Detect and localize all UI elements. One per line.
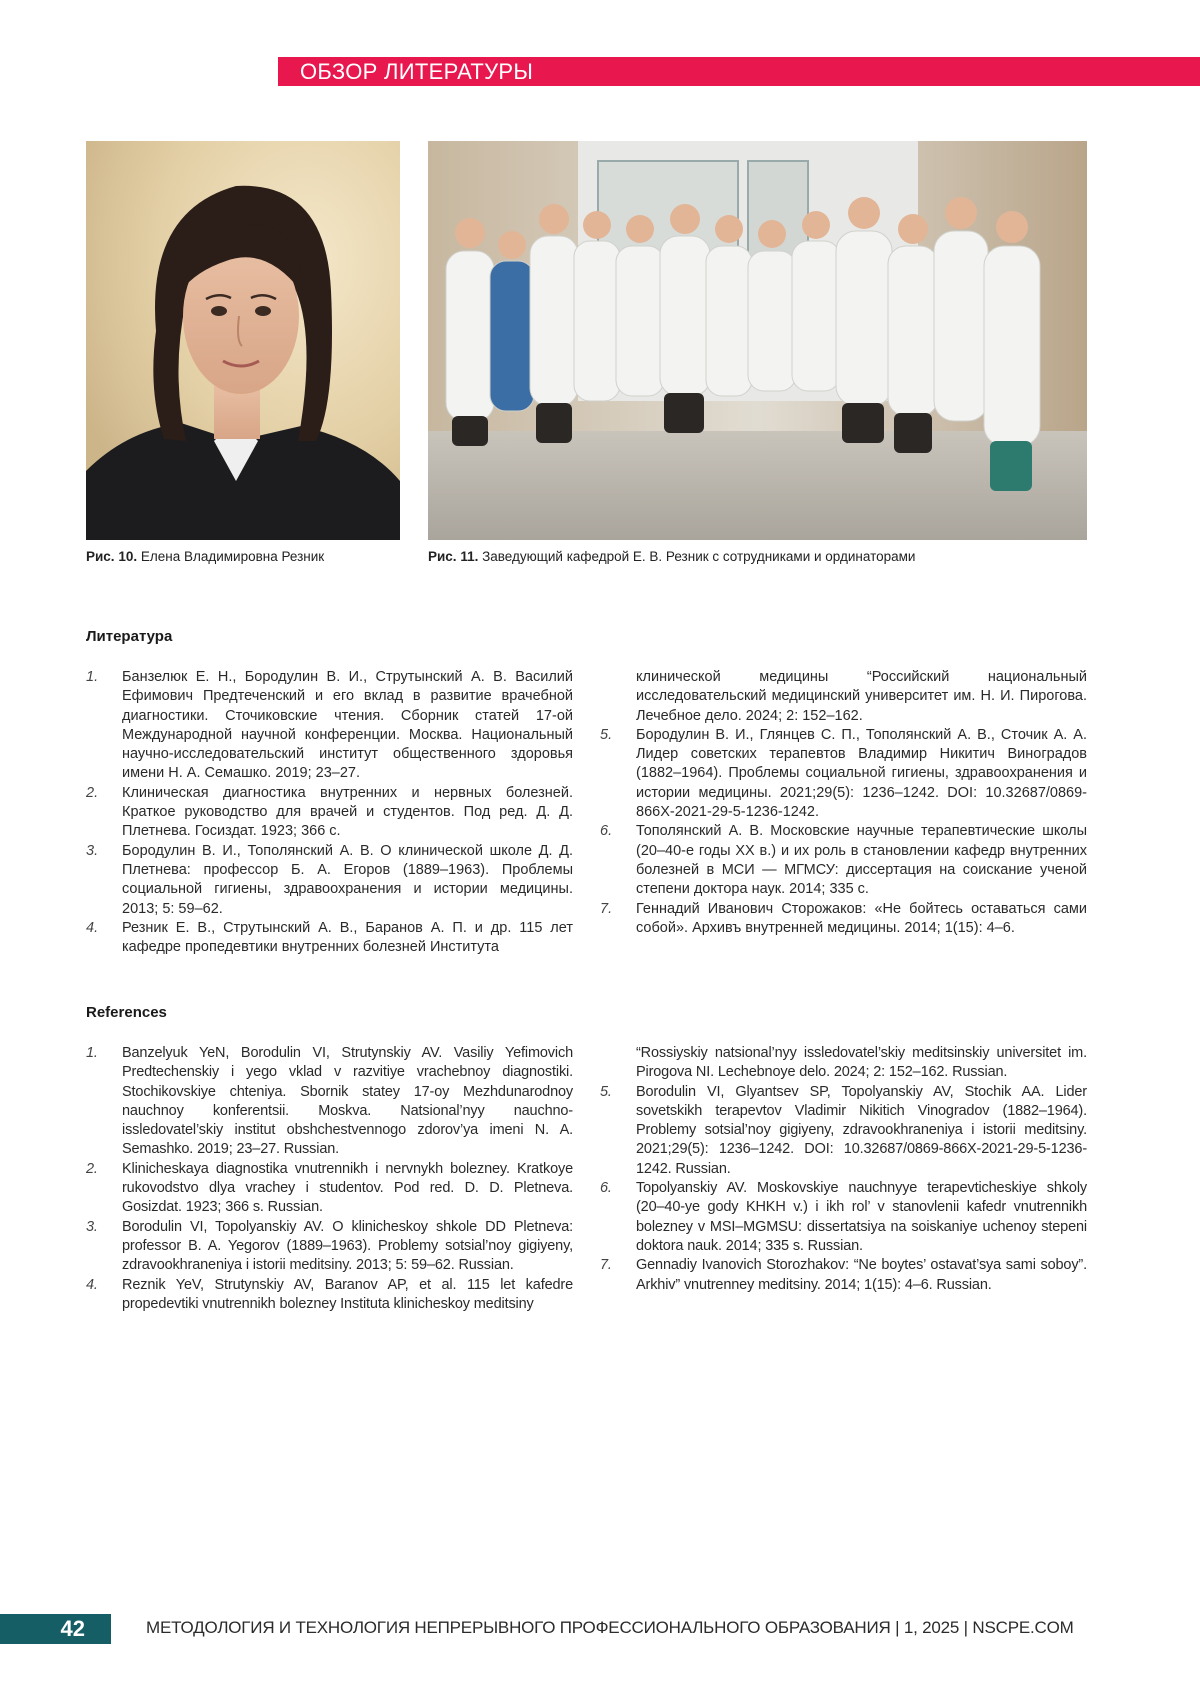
item-number: 7.	[600, 1257, 612, 1274]
item-number: 1.	[86, 669, 99, 685]
item-number: 3.	[86, 842, 99, 859]
reference-item	[600, 1083, 1087, 1179]
reference-item	[86, 1276, 573, 1315]
item-text: Банзелюк Е. Н., Бородулин В. И., Струтынский А. В. Василий Ефимович Предтеченский и его вклад в развитие врачебной диагностики. Сточиковские чтения. Сборник статей 17-ой Международной научной конференции. Москва. Национальный научно-исследовательский институт общественного здоровья имени Н. А. Семашко. 2019; 23–27.	[122, 669, 573, 782]
item-text: Topolyanskiy AV. Moskovskiye nauchnyye terapevticheskiye shkoly (20–40-ye gody KHKH v.) i ikh rol’ v stanovlenii kafedr vnutrennikh bolezney v MSI–MGMSU: dissertatsiya na soiskaniye uchenoy stepeni doktora nauk. 2014; 335 s. Russian.	[636, 1180, 1087, 1254]
item-text: Тополянский А. В. Московские научные терапевтические школы (20–40-е годы XX в.) и их роль в становлении кафедр внутренних болезней в МСИ — МГМСУ: диссертация на соискание ученой степени доктора наук. 2014; 335 с.	[636, 823, 1087, 898]
item-number: 5.	[600, 726, 613, 743]
item-text: Gennadiy Ivanovich Storozhakov: “Ne boytes’ ostavat’sya sami soboy”. Arkhiv” vnutrenney meditsiny. 2014; 1(15): 4–6. Russian.	[636, 1257, 1087, 1293]
item-text: Reznik YeV, Strutynskiy AV, Baranov AP, et al. 115 let kafedre propedevtiki vnutrennikh bolezney Instituta klinicheskoy meditsiny	[122, 1276, 573, 1312]
literature-column-left	[86, 668, 573, 957]
literature-column-right	[600, 668, 1087, 938]
item-text: Borodulin VI, Glyantsev SP, Topolyanskiy AV, Stochik AA. Lider sovetskikh terapevtov Vladimir Nikitich Vinogradov (1882–1964). Problemy sotsial’noy gigiyeny, zdravookhraneniya i istorii meditsiny. 2021;29(5): 1236–1242. DOI: 10.32687/0869-866X-2021-29-5-1236-1242. Russian.	[636, 1083, 1087, 1177]
item-number: 6.	[600, 1180, 612, 1197]
item-number: 4.	[86, 919, 99, 936]
reference-item	[600, 1179, 1087, 1256]
literature-item	[600, 726, 1087, 822]
item-number: 2.	[86, 1160, 98, 1177]
item-text: Бородулин В. И., Тополянский А. В. О клинической школе Д. Д. Плетнева: профессор Б. А. Егоров (1889–1963). Проблемы социальной гигиены, здравоохранения и истории медицины. 2013; 5: 59–62.	[122, 842, 573, 917]
literature-item	[600, 900, 1087, 939]
item-text: “Rossiyskiy natsional’nyy issledovatel’skiy meditsinskiy universitet im. Pirogova NI. Lechebnoye delo. 2024; 2: 152–162. Russian.	[636, 1045, 1087, 1081]
item-number: 4.	[86, 1276, 98, 1293]
literature-item	[86, 842, 573, 919]
item-number: 6.	[600, 823, 613, 840]
literature-item	[86, 668, 573, 784]
literature-item	[86, 919, 573, 958]
portrait-illustration	[86, 141, 400, 540]
journal-footer: МЕТОДОЛОГИЯ И ТЕХНОЛОГИЯ НЕПРЕРЫВНОГО ПРОФЕССИОНАЛЬНОГО ОБРАЗОВАНИЯ | 1, 2025 | NSCPE.COM	[146, 1618, 1074, 1637]
literature-item-continued	[600, 668, 1087, 726]
references-column-right	[600, 1044, 1087, 1295]
page-number: 42	[0, 1614, 111, 1644]
item-number: 1.	[86, 1045, 98, 1061]
references-heading: References	[86, 1004, 167, 1021]
item-text: Borodulin VI, Topolyanskiy AV. O klinicheskoy shkole DD Pletneva: professor B. A. Yegorov (1889–1963). Problemy sotsial’noy gigiyeny, zdravookhraneniya i istorii meditsiny. 2013; 5: 59–62. Russian.	[122, 1218, 573, 1274]
item-number: 7.	[600, 900, 613, 917]
reference-item	[600, 1256, 1087, 1295]
item-text: Клиническая диагностика внутренних и нервных болезней. Краткое руководство для врачей и студентов. Под ред. Д. Д. Плетнева. Госиздат. 1923; 366 с.	[122, 784, 573, 840]
literature-item	[86, 784, 573, 842]
item-text: клинической медицины “Российский национальный исследовательский медицинский университет им. Н. И. Пирогова. Лечебное дело. 2024; 2: 152–162.	[636, 669, 1087, 724]
section-banner: ОБЗОР ЛИТЕРАТУРЫ	[278, 57, 1200, 86]
group-illustration	[428, 141, 1087, 540]
references-column-left	[86, 1044, 573, 1314]
portrait-photo	[86, 141, 400, 540]
reference-item	[86, 1160, 573, 1218]
figure-11-caption	[428, 549, 915, 564]
item-text: Резник Е. В., Струтынский А. В., Баранов А. П. и др. 115 лет кафедре пропедевтики внутренних болезней Института	[122, 919, 573, 956]
reference-item	[86, 1044, 573, 1160]
group-photo	[428, 141, 1087, 540]
item-number: 5.	[600, 1083, 612, 1100]
figure-11-text: Заведующий кафедрой Е. В. Резник с сотрудниками и ординаторами	[482, 549, 916, 564]
reference-item-continued	[600, 1044, 1087, 1083]
literature-heading: Литература	[86, 628, 173, 645]
reference-item	[86, 1218, 573, 1276]
item-text: Klinicheskaya diagnostika vnutrennikh i nervnykh bolezney. Kratkoye rukovodstvo dlya vrachey i studentov. Pod red. D. D. Pletneva. Gosizdat. 1923; 366 s. Russian.	[122, 1160, 573, 1216]
figure-11-label: Рис. 11.	[428, 549, 479, 564]
item-number: 3.	[86, 1218, 98, 1235]
item-text: Banzelyuk YeN, Borodulin VI, Strutynskiy AV. Vasiliy Yefimovich Predtechenskiy i yego vklad v razvitiye vrachebnoy diagnostiki. Stochikovskiye chteniya. Sbornik statey 17-oy Mezhdunarodnoy nauchnoy konferentsii. Moskva. Natsional’nyy nauchno-issledovatel’skiy institut obshchestvennogo zdorov’ya imeni N. A. Semashko. 2019; 23–27. Russian.	[122, 1045, 573, 1158]
figure-10-text: Елена Владимировна Резник	[140, 549, 325, 564]
item-text: Бородулин В. И., Глянцев С. П., Тополянский А. В., Сточик А. А. Лидер советских терапевтов Владимир Никитич Виноградов (1882–1964). Проблемы социальной гигиены, здравоохранения и истории медицины. 2021;29(5): 1236–1242. DOI: 10.32687/0869-866X-2021-29-5-1236-1242.	[636, 726, 1087, 821]
figure-10-label: Рис. 10.	[86, 549, 138, 564]
figure-10-caption	[86, 549, 324, 564]
item-number: 2.	[86, 784, 99, 801]
literature-item	[600, 822, 1087, 899]
item-text: Геннадий Иванович Сторожаков: «Не бойтесь оставаться сами собой». Архивъ внутренней медицины. 2014; 1(15): 4–6.	[636, 900, 1087, 936]
